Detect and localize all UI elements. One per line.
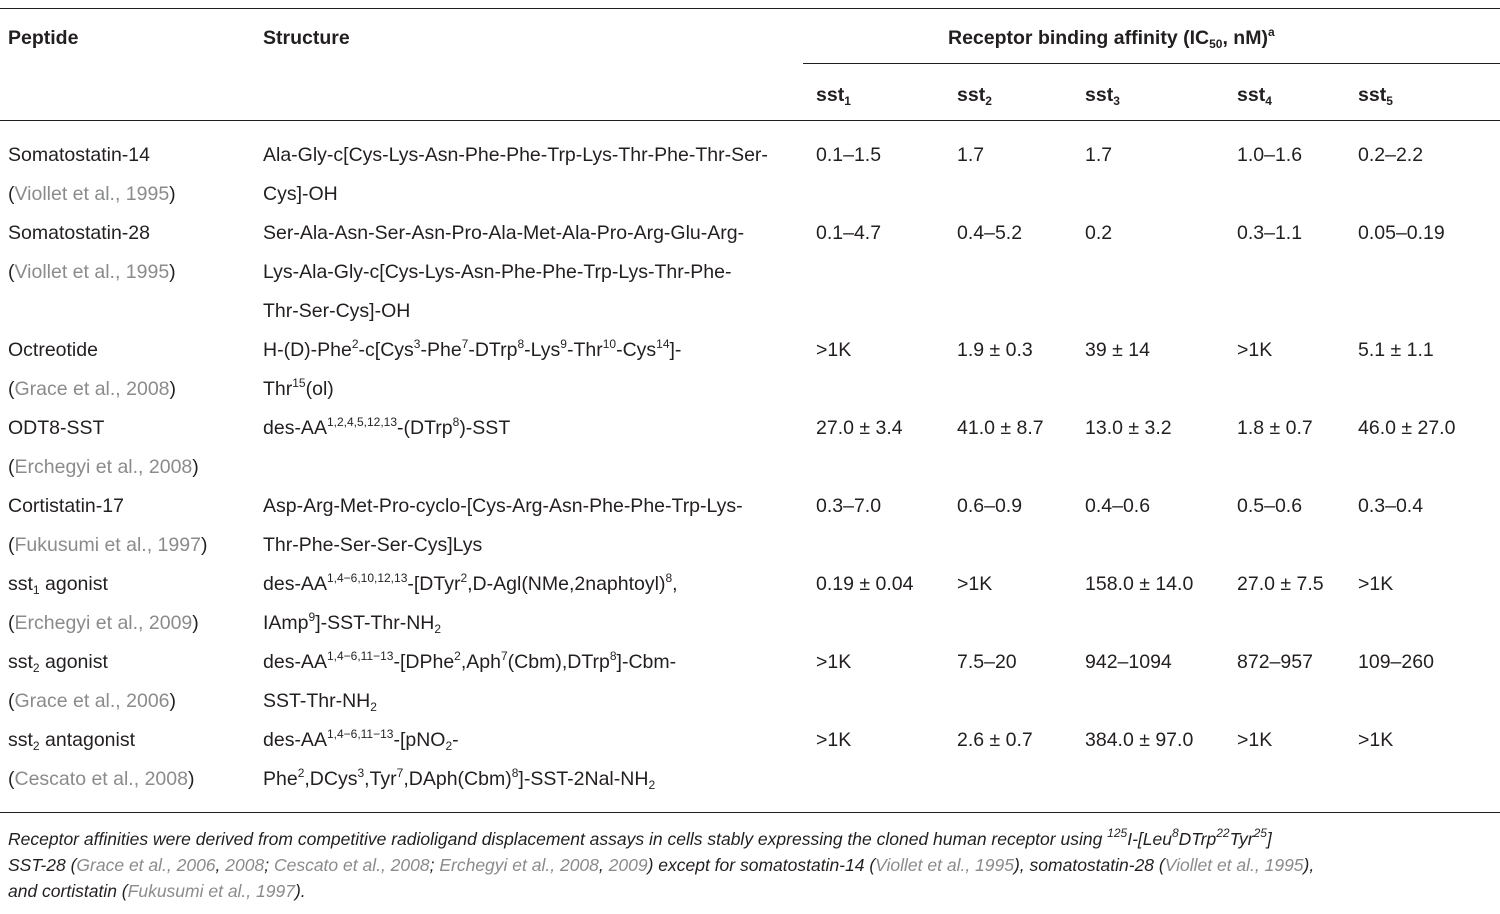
table-row-structure-line: des-$AA^{1,4-6,10,12,13}-[DTyr^2,D-Agl(NMe,2naphtoyl)^8$, (263, 571, 678, 595)
value-sst4: 1.8 ± 0.7 (1237, 417, 1313, 439)
affinity-header-rule (803, 63, 1500, 64)
table-row-peptide: sst$_1$ agonist (8, 573, 108, 597)
value-sst1: >1K (816, 651, 852, 673)
value-sst5: 0.3–0.4 (1358, 495, 1424, 517)
value-sst5: 0.05–0.19 (1358, 222, 1445, 244)
value-sst5: >1K (1358, 729, 1394, 751)
table-row-structure-line: $IAmp^9]-SST-Thr-NH_2$ (263, 610, 442, 636)
table-row-citation: (Viollet et al., 1995) (8, 183, 176, 205)
structure-column-header: Structure (263, 27, 350, 49)
table-row-structure-line: H-(D)-Phe$^2$-c[Cys$^3$-Phe$^7$-DTrp$^8$-Lys$^9$-Thr$^{10}$-Cys$^{14}$]- (263, 337, 682, 361)
table-row-structure-line: des-$AA^{1,4-6,11-13}-[pNO_2-$ (263, 727, 459, 753)
value-sst3: 158.0 ± 14.0 (1085, 573, 1194, 595)
value-sst1: 0.3–7.0 (816, 495, 882, 517)
value-sst2: 7.5–20 (957, 651, 1017, 673)
value-sst4: >1K (1237, 729, 1273, 751)
value-sst3: 0.2 (1085, 222, 1113, 244)
table-row-structure-line: Lys-Ala-Gly-c[Cys-Lys-Asn-Phe-Phe-Trp-Lys-Thr-Phe- (263, 261, 732, 283)
table-row-peptide: sst$_2$ antagonist (8, 729, 136, 753)
value-sst3: 0.4–0.6 (1085, 495, 1151, 517)
citation-link[interactable]: Erchegyi et al., 2009 (14, 612, 193, 634)
value-sst3: 942–1094 (1085, 651, 1172, 673)
table-row-citation: (Erchegyi et al., 2008) (8, 456, 199, 478)
citation-link[interactable]: Viollet et al., 1995 (14, 183, 170, 205)
citation-link[interactable]: Grace et al., 2006 (76, 855, 216, 875)
value-sst2: >1K (957, 573, 993, 595)
value-sst2: 0.6–0.9 (957, 495, 1023, 517)
table-row-peptide: Cortistatin-17 (8, 495, 124, 517)
value-sst2: 0.4–5.2 (957, 222, 1023, 244)
value-sst4: 872–957 (1237, 651, 1313, 673)
value-sst2: 1.7 (957, 144, 985, 166)
value-sst4: >1K (1237, 339, 1273, 361)
table-row-citation: (Grace et al., 2008) (8, 378, 177, 400)
value-sst1: >1K (816, 339, 852, 361)
value-sst5: 0.2–2.2 (1358, 144, 1424, 166)
receptor-header-sst3: sst$_3$ (1085, 84, 1120, 108)
value-sst3: 384.0 ± 97.0 (1085, 729, 1194, 751)
value-sst5: >1K (1358, 573, 1394, 595)
table-row-structure-line: Ser-Ala-Asn-Ser-Asn-Pro-Ala-Met-Ala-Pro-Arg-Glu-Arg- (263, 222, 745, 244)
value-sst3: 1.7 (1085, 144, 1113, 166)
header-bottom-rule (0, 120, 1500, 121)
citation-link[interactable]: Cescato et al., 2008 (273, 855, 430, 875)
citation-link[interactable]: 2009 (608, 855, 648, 875)
table-row-structure-line: SST-$Thr-NH_2$ (263, 690, 377, 714)
table-row-peptide: Somatostatin-14 (8, 144, 150, 166)
table-row-structure-line: Thr-Phe-Ser-Ser-Cys]Lys (263, 534, 483, 556)
value-sst5: 46.0 ± 27.0 (1358, 417, 1456, 439)
table-row-peptide: ODT8-SST (8, 417, 105, 439)
value-sst1: 0.1–1.5 (816, 144, 882, 166)
table-row-citation: (Grace et al., 2006) (8, 690, 177, 712)
table-row-structure-line: des-$AA^{1,4-6,11-13}-[DPhe^2,Aph^7(Cbm),DTrp^8]-Cbm-$ (263, 649, 677, 673)
citation-link[interactable]: Viollet et al., 1995 (14, 261, 170, 283)
value-sst1: 0.1–4.7 (816, 222, 882, 244)
table-bottom-rule (0, 812, 1500, 813)
citation-link[interactable]: 2008 (225, 855, 265, 875)
citation-link[interactable]: Grace et al., 2006 (14, 690, 170, 712)
value-sst2: 2.6 ± 0.7 (957, 729, 1033, 751)
citation-link[interactable]: Viollet et al., 1995 (1164, 855, 1304, 875)
receptor-header-sst4: sst$_4$ (1237, 84, 1272, 108)
table-row-citation: (Erchegyi et al., 2009) (8, 612, 199, 634)
top-rule (0, 8, 1500, 9)
table-row-structure-line: des-AA$^{1,2,4,5,12,13}$-(DTrp$^8$)-SST (263, 415, 511, 439)
table-row-structure-line: $Phe^2,DCys^3,Tyr^7,DAph(Cbm)^8]-SST-2Nal-NH_2$ (263, 766, 656, 792)
table-row-peptide: Somatostatin-28 (8, 222, 150, 244)
table-row-structure-line: Thr$^{15}$(ol) (263, 376, 334, 400)
table-row-peptide: sst$_2$ agonist (8, 651, 108, 675)
peptide-column-header: Peptide (8, 27, 79, 49)
table-row-citation: (Viollet et al., 1995) (8, 261, 176, 283)
table-row-structure-line: Asp-Arg-Met-Pro-cyclo-[Cys-Arg-Asn-Phe-Phe-Trp-Lys- (263, 495, 743, 517)
table-row-peptide: Octreotide (8, 339, 98, 361)
value-sst3: 13.0 ± 3.2 (1085, 417, 1172, 439)
value-sst4: 0.3–1.1 (1237, 222, 1303, 244)
receptor-header-sst1: sst$_1$ (816, 84, 851, 108)
citation-link[interactable]: Fukusumi et al., 1997 (14, 534, 201, 556)
receptor-header-sst2: sst$_2$ (957, 84, 992, 108)
table-row-citation: (Fukusumi et al., 1997) (8, 534, 208, 556)
value-sst3: 39 ± 14 (1085, 339, 1150, 361)
table-footnote: Receptor affinities were derived from competitive radioligand displacement assays in cells stably expressing the cloned human receptor using $^{125}$I-[Leu$^8$DTrp$^{22}$Tyr$^{25}$] SST-28 (Grace et al., 2006, 2008; Cescato et al., 2008; Erchegyi et al., 2008, 2009) except for somatostatin-14 (Viollet et al., 1995), somatostatin-28 (Viollet et al., 1995), and cortistatin (Fukusumi et al., 1997). (8, 826, 1315, 901)
citation-link[interactable]: Fukusumi et al., 1997 (127, 881, 295, 901)
value-sst4: 0.5–0.6 (1237, 495, 1303, 517)
table-row-structure-line: Thr-Ser-Cys]-OH (263, 300, 411, 322)
receptor-header-sst5: sst$_5$ (1358, 84, 1393, 108)
value-sst4: 27.0 ± 7.5 (1237, 573, 1324, 595)
value-sst4: 1.0–1.6 (1237, 144, 1303, 166)
value-sst5: 5.1 ± 1.1 (1358, 339, 1434, 361)
citation-link[interactable]: Erchegyi et al., 2008 (439, 855, 599, 875)
citation-link[interactable]: Cescato et al., 2008 (14, 768, 188, 790)
table-row-citation: (Cescato et al., 2008) (8, 768, 195, 790)
value-sst1: 27.0 ± 3.4 (816, 417, 903, 439)
citation-link[interactable]: Viollet et al., 1995 (875, 855, 1014, 875)
table-row-structure-line: Cys]-OH (263, 183, 338, 205)
value-sst2: 1.9 ± 0.3 (957, 339, 1033, 361)
value-sst2: 41.0 ± 8.7 (957, 417, 1044, 439)
value-sst1: 0.19 ± 0.04 (816, 573, 914, 595)
value-sst5: 109–260 (1358, 651, 1434, 673)
affinity-column-header: Receptor binding affinity ($IC_{50}$, nM)$^a$ (948, 25, 1275, 51)
citation-link[interactable]: Erchegyi et al., 2008 (14, 456, 193, 478)
value-sst1: >1K (816, 729, 852, 751)
citation-link[interactable]: Grace et al., 2008 (14, 378, 170, 400)
table-row-structure-line: Ala-Gly-c[Cys-Lys-Asn-Phe-Phe-Trp-Lys-Thr-Phe-Thr-Ser- (263, 144, 768, 166)
